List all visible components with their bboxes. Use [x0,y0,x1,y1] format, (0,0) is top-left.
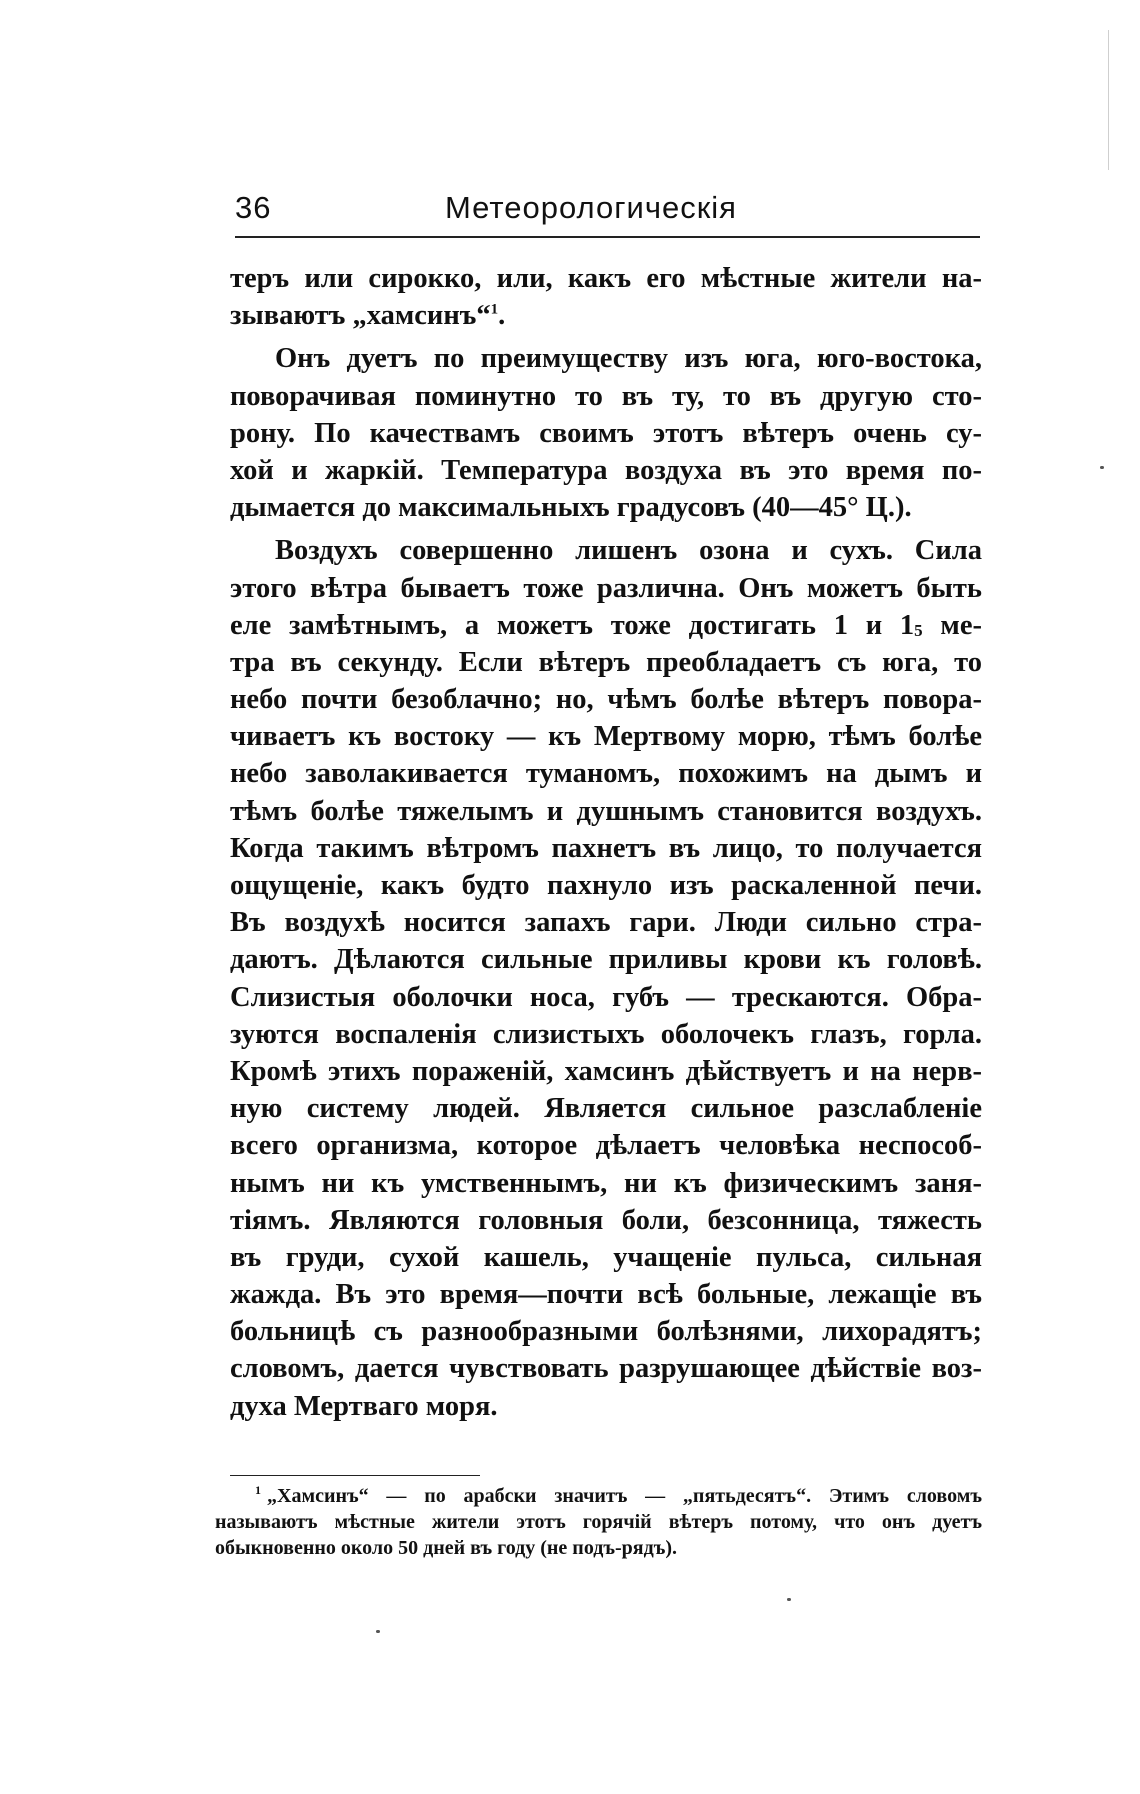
footnote-line [215,1483,982,1509]
stray-speck [376,1630,380,1633]
text-line: ощущеніе, какъ будто пахнуло изъ раскаленной печи. [230,870,982,901]
scan-edge-mark [1108,30,1109,170]
text-line [230,607,982,644]
text-line: Въ воздухѣ носится запахъ гари. Люди сильно стра- [230,907,982,939]
text-line: больницѣ съ разнообразными болѣзнями, лихорадятъ; [230,1316,982,1348]
text-line: словомъ, дается чувствовать разрушающее дѣйствіе воз- [230,1353,982,1385]
text-line: тіямъ. Являются головныя боли, безсонница, тяжесть [230,1204,982,1236]
text-line: небо заволакивается туманомъ, похожимъ на дымъ и [230,758,982,790]
text-line: Воздухъ совершенно лишенъ озона и сухъ. Сила [275,535,982,567]
text-fragment: зываютъ „хамсинъ“ [230,300,491,332]
text-fragment: „Хамсинъ“ — по арабски значитъ — „пятьдесятъ“. Этимъ словомъ [267,1485,982,1507]
text-line: теръ или сирокко, или, какъ его мѣстные жители на- [230,263,982,294]
text-fragment: ме- [922,609,982,641]
footnote-line: обыкновенно около 50 дней въ году (не подъ-рядъ). [215,1537,678,1559]
footnote-line: называютъ мѣстные жители этотъ горячій вѣтеръ потому, что онъ дуетъ [215,1511,982,1533]
text-line: рону. По качествамъ своимъ этотъ вѣтеръ очень су- [230,417,982,449]
text-line: ную систему людей. Является сильное разслабленіе [230,1093,982,1125]
text-line: хой и жаркій. Температура воздуха въ это время по- [230,454,982,486]
text-line: дымается до максимальныхъ градусовъ (40—45° Ц.). [230,492,912,524]
stray-speck [1100,466,1104,469]
text-line: жажда. Въ это время—почти всѣ больные, лежащіе въ [230,1279,982,1311]
stray-speck [787,1598,791,1601]
text-line: Кромѣ этихъ пораженій, хамсинъ дѣйствуетъ и на нерв- [230,1055,982,1087]
text-line [230,297,982,334]
text-line: небо почти безоблачно; но, чѣмъ болѣе вѣтеръ повора- [230,684,982,716]
text-line: даютъ. Дѣлаются сильные приливы крови къ головѣ. [230,944,982,976]
text-line: Онъ дуетъ по преимуществу изъ юга, юго-востока, [275,343,982,375]
text-line: тѣмъ болѣе тяжелымъ и душнымъ становится воздухъ. [230,795,982,827]
footnote [215,1483,982,1561]
header-rule [235,236,980,238]
running-head [235,188,980,232]
decimal-subscript: 5 [914,620,923,640]
footnote-mark: 1 [255,1483,261,1498]
running-title: Метеорологическія [445,190,737,225]
footnote-reference: 1 [490,301,499,318]
text-line: чиваетъ къ востоку — къ Мертвому морю, тѣмъ болѣе [230,721,982,753]
text-fragment: . [498,300,506,332]
text-line: въ груди, сухой кашель, учащеніе пульса, сильная [230,1241,982,1273]
text-line: зуются воспаленія слизистыхъ оболочекъ глазъ, горла. [230,1018,982,1050]
text-line: поворачивая поминутно то въ ту, то въ другую сто- [230,380,982,412]
text-line: нымъ ни къ умственнымъ, ни къ физическимъ заня- [230,1167,982,1199]
text-line: этого вѣтра бываетъ тоже различна. Онъ можетъ быть [230,572,982,604]
text-line: духа Мертваго моря. [230,1390,498,1422]
text-line: Когда такимъ вѣтромъ пахнетъ въ лицо, то получается [230,832,982,864]
footnote-rule [230,1475,480,1476]
text-fragment: еле замѣтнымъ, а можетъ тоже достигать 1 и 1 [230,609,915,641]
body-text [230,260,982,1425]
page-number: 36 [235,190,272,225]
text-line: тра въ секунду. Если вѣтеръ преобладаетъ съ юга, то [230,646,982,678]
text-line: всего организма, которое дѣлаетъ человѣка неспособ- [230,1130,982,1162]
text-line: Слизистыя оболочки носа, губъ — трескаются. Обра- [230,981,982,1013]
